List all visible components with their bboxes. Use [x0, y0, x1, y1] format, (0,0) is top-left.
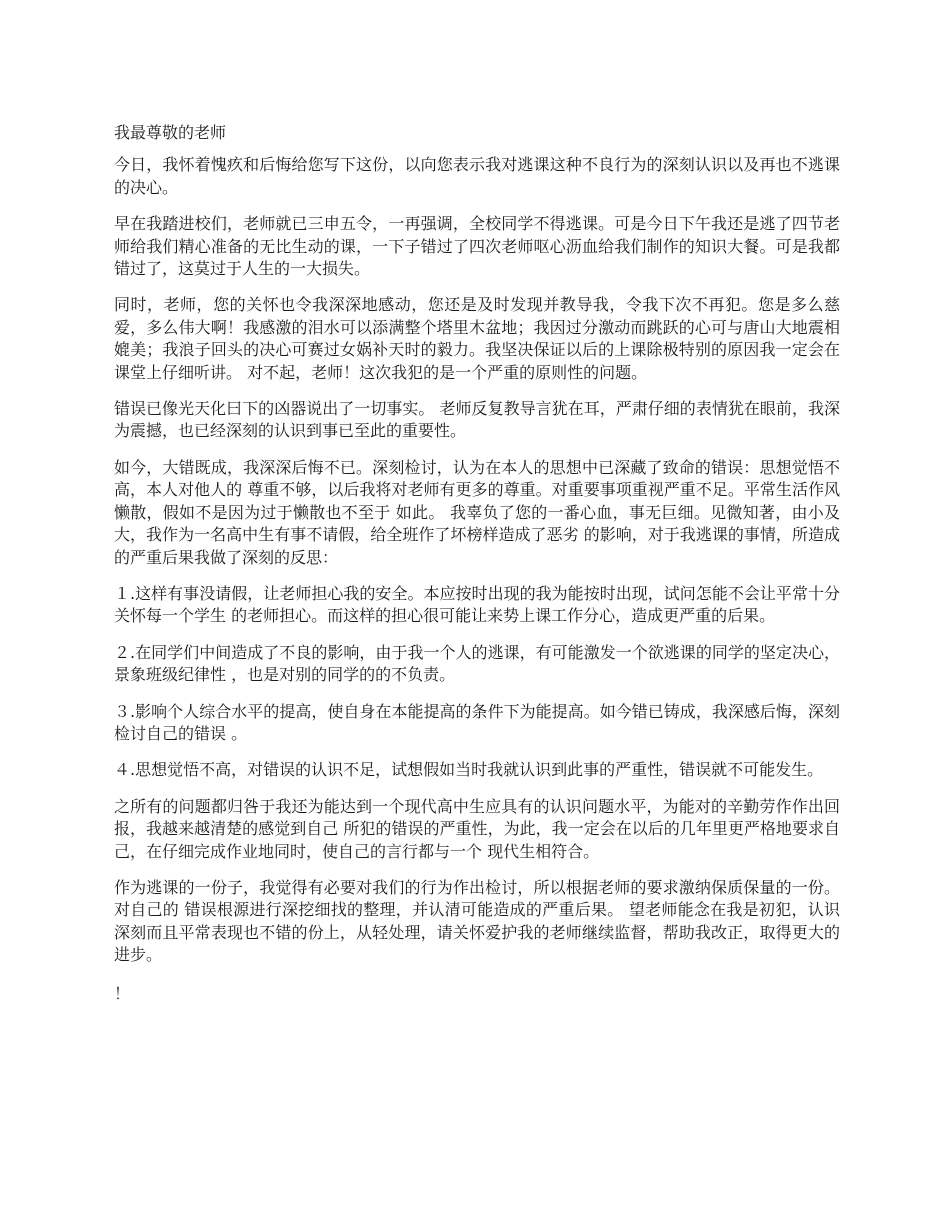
paragraph-5: 如今，大错既成，我深深后悔不已。深刻检讨，认为在本人的思想中已深藏了致命的错误：思想觉悟不高，本人对他人的 尊重不够，以后我将对老师有更多的尊重。对重要事项重视严重不足。平常生活作风懒散，假如不是因为过于懒散也不至于 如此。 我辜负了您的一番心血，事无巨细。见微知著，由小及大，我作为一名高中生有事不请假，给全班作了坏榜样造成了恶劣 的影响，对于我逃课的事情，所造成的严重后果我做了深刻的反思： — [114, 457, 840, 567]
paragraph-7: 作为逃课的一份子，我觉得有必要对我们的行为作出检讨，所以根据老师的要求激纳保质保量的一份。对自己的 错误根源进行深挖细找的整理，并认清可能造成的严重后果。 望老师能念在我是初犯，认识深刻而且平常表现也不错的份上，从轻处理，请关怀爱护我的老师继续监督，帮助我改正，取得更大的进步。 — [114, 877, 840, 965]
paragraph-2: 早在我踏进校们，老师就已三申五令，一再强调，全校同学不得逃课。可是今日下午我还是逃了四节老师给我们精心准备的无比生动的课，一下子错过了四次老师呕心沥血给我们制作的知识大餐。可是我都错过了，这莫过于人生的一大损失。 — [114, 214, 840, 279]
paragraph-3: 同时，老师，您的关怀也令我深深地感动，您还是及时发现并教导我，令我下次不再犯。您是多么慈爱，多么伟大啊！我感激的泪水可以添满整个塔里木盆地；我因过分激动而跳跃的心可与唐山大地震相媲美；我浪子回头的决心可赛过女娲补天时的毅力。我坚决保证以后的上课除极特别的原因我一定会在课堂上仔细听讲。 对不起，老师！这次我犯的是一个严重的原则性的问题。 — [114, 295, 840, 382]
closing-mark: ！ — [114, 983, 131, 1003]
paragraph-6: 之所有的问题都归咎于我还为能达到一个现代高中生应具有的认识问题水平，为能对的辛勤劳作作出回报，我越来越清楚的感觉到自己 所犯的错误的严重性，为此，我一定会在以后的几年里更严格地要求自己，在仔细完成作业地同时，使自己的言行都与一个 现代生相符合。 — [114, 796, 840, 861]
paragraph-4: 错误已像光天化曰下的凶器说出了一切事实。 老师反复教导言犹在耳，严肃仔细的表情犹在眼前，我深为震撼，也已经深刻的认识到事已至此的重要性。 — [114, 399, 840, 441]
document-title: 我最尊敬的老师 — [114, 123, 227, 142]
list-item-1: １.这样有事没请假，让老师担心我的安全。本应按时出现的我为能按时出现，试问怎能不会让平常十分关怀每一个学生 的老师担心。而这样的担心很可能让来势上课工作分心，造成更严重的后果。 — [114, 583, 840, 626]
paragraph-1: 今日，我怀着愧疚和后悔给您写下这份，以向您表示我对逃课这种不良行为的深刻认识以及再也不逃课的决心。 — [114, 155, 840, 197]
list-item-2: ２.在同学们中间造成了不良的影响，由于我一个人的逃课，有可能激发一个欲逃课的同学的坚定决心，景象班级纪律性 ，也是对别的同学的的不负责。 — [114, 642, 840, 685]
list-item-4: ４.思想觉悟不高，对错误的认识不足，试想假如当时我就认识到此事的严重性，错误就不可能发生。 — [114, 760, 824, 780]
document-page — [114, 122, 840, 1005]
list-item-3: ３.影响个人综合水平的提高，使自身在本能提高的条件下为能提高。如今错已铸成，我深感后悔，深刻检讨自己的错误 。 — [114, 701, 840, 743]
